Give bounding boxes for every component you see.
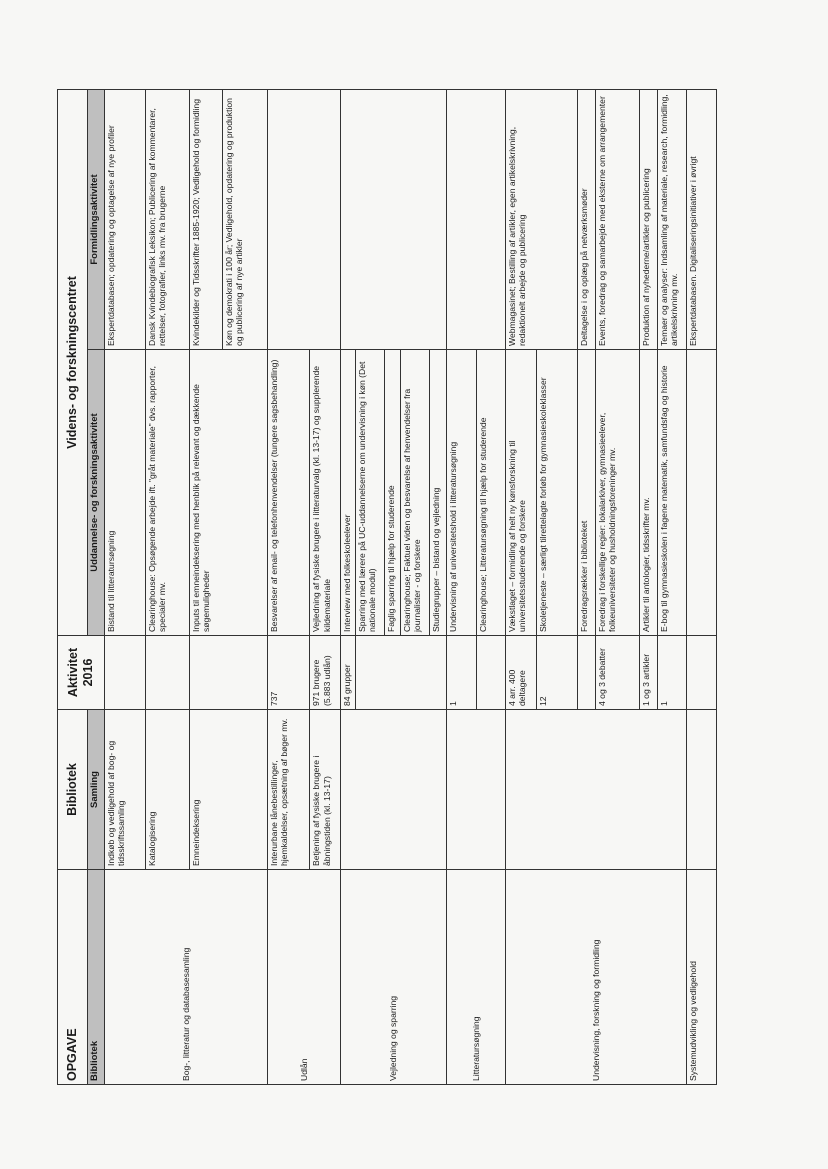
header-opgave: OPGAVE — [58, 870, 88, 1085]
uddannelse-cell: Faglig sparring til hjælp for studerende — [385, 350, 401, 636]
aktivitet-cell: 84 grupper — [340, 636, 356, 710]
uddannelse-cell: Artikler til antologier, tidsskrifter mv. — [639, 350, 657, 636]
table-row — [104, 90, 145, 1085]
table-row — [340, 90, 356, 1085]
uddannelse-cell — [686, 350, 716, 636]
aktivitet-cell: 1 — [446, 636, 476, 710]
samling-cell — [505, 710, 686, 870]
aktivitet-cell — [189, 636, 267, 710]
uddannelse-cell: Foredrag i forskellige regier: lokalarkiver, gymnasieelever, folkeuniversiteter og husholdningsforeninger mv. — [596, 350, 640, 636]
aktivitet-cell — [146, 636, 190, 710]
opgave-systemudvikling: Systemudvikling og vedligehold — [686, 870, 716, 1085]
uddannelse-cell: Studiegrupper – bistand og vejledning — [429, 350, 446, 636]
samling-cell: Katalogisering — [146, 710, 190, 870]
aktivitet-cell — [356, 636, 446, 710]
uddannelse-cell: E-bog til gymnasieskolen i fagene matematik, samfundsfag og historie — [657, 350, 686, 636]
aktivitet-cell — [104, 636, 145, 710]
samling-cell — [340, 710, 446, 870]
header-row — [58, 90, 88, 1085]
formidling-cell — [267, 90, 340, 350]
formidling-cell: Webmagasinet; Bestilling af artikler, egen artikelskrivning, redaktionelt arbejde og publicering — [505, 90, 578, 350]
samling-cell — [686, 710, 716, 870]
opgave-udlaan: Udlån — [267, 870, 340, 1085]
aktivitet-cell: 12 — [537, 636, 578, 710]
aktivitet-cell: 971 brugere (5.883 udlån) — [310, 636, 340, 710]
formidling-cell: Køn og demokrati i 100 år; Vedligehold, opdatering og produktion og publicering af nye artikler — [223, 90, 268, 350]
uddannelse-cell: Sparring med lærere på UC-uddannelserne om undervisning i køn (Det nationale modul) — [356, 350, 385, 636]
table-row — [267, 90, 309, 1085]
samling-cell: Indkøb og vedligehold af bog- og tidsskriftssamling — [104, 710, 145, 870]
aktivitet-cell: 1 — [657, 636, 686, 710]
opgave-litteratursoegning: Litteratursøgning — [446, 870, 505, 1085]
aktivitet-cell: 4 og 3 debatter — [596, 636, 640, 710]
samling-cell — [446, 710, 505, 870]
uddannelse-cell: Clearinghouse; Faktuel viden og besvarelse af henvendelser fra journalister - og forskere — [400, 350, 429, 636]
uddannelse-cell: Clearinghouse; Litteratursøgning til hjælp for studerende — [476, 350, 505, 636]
formidling-cell: Kvindekilder og Tidsskrifter 1885-1920; Vedligehold og formidling — [189, 90, 223, 350]
subheader-row — [88, 90, 105, 1085]
formidling-cell — [340, 90, 446, 350]
header-bibliotek: Bibliotek — [58, 710, 88, 870]
aktivitet-cell — [578, 636, 596, 710]
formidling-cell: Produktion af nyhederne/artikler og publicering — [639, 90, 657, 350]
uddannelse-cell: Inputs til emneindeksering med henblik på relevant og dækkende søgemuligheder — [189, 350, 267, 636]
formidling-cell: Deltagelse i og oplæg på netværksmøder — [578, 90, 596, 350]
uddannelse-cell: Skoletjeneste – særligt tilrettelagte forløb for gymnasieskoleklasser — [537, 350, 578, 636]
formidling-cell: Ekspertdatabasen. Digitaliseringsinitiativer i øvrigt — [686, 90, 716, 350]
opgave-undervisning: Undervisning, forskning og formidling — [505, 870, 686, 1085]
header-videns: Videns- og forskningscentret — [58, 90, 88, 636]
uddannelse-cell: Foredragsrækker i biblioteket — [578, 350, 596, 636]
table-row — [446, 90, 476, 1085]
table-row — [505, 90, 536, 1085]
formidling-cell: Dansk Kvindebiografisk Leksikon; Publicering af kommentarer, rettelser, fotografier, links mv. fra brugerne — [146, 90, 190, 350]
subheader-bibliotek: Bibliotek — [88, 870, 105, 1085]
samling-cell: Emneindeksering — [189, 710, 267, 870]
aktivitet-cell — [686, 636, 716, 710]
formidling-cell: Temaer og analyser: Indsamling af materiale, research, formidling, artikelskrivning mv. — [657, 90, 686, 350]
formidling-cell: Events, foredrag og samarbejde med eksterne om arrangementer — [596, 90, 640, 350]
uddannelse-cell: Vejledning af fysiske brugere i litteraturvalg (kl. 13-17) og supplerende kildemateriale — [310, 350, 340, 636]
table-row — [686, 90, 716, 1085]
uddannelse-cell: Vækstlaget – formidling af helt ny kønsforskning til universitetsstuderende og forskere — [505, 350, 536, 636]
rotated-table-wrapper — [57, 90, 717, 1085]
uddannelse-cell: Interview med folkeskoleelever — [340, 350, 356, 636]
subheader-samling: Samling — [88, 710, 105, 870]
formidling-cell — [446, 90, 505, 350]
subheader-formidling: Formidlingsaktivitet — [88, 90, 105, 350]
opgave-vejledning: Vejledning og sparring — [340, 870, 446, 1085]
uddannelse-cell: Clearinghouse: Opsøgende arbejde ift. "gråt materiale" dvs. rapporter, specialer mv. — [146, 350, 190, 636]
uddannelse-cell: Besvarelser af email- og telefonhenvendelser (tungere sagsbehandling) — [267, 350, 309, 636]
opgave-bog: Bog-, litteratur og databasesamling — [104, 870, 267, 1085]
samling-cell: Interurbane lånebestillinger, hjemkaldelser, opsætning af bøger mv. — [267, 710, 309, 870]
uddannelse-cell: Undervisning af universitetshold i litteratursøgning — [446, 350, 476, 636]
formidling-cell: Ekspertdatabasen; opdatering og optagelse af nye profiler — [104, 90, 145, 350]
aktivitet-cell — [476, 636, 505, 710]
aktivitet-cell: 1 og 3 artikler — [639, 636, 657, 710]
subheader-uddannelse: Uddannelse- og forskningsaktivitet — [88, 350, 105, 636]
header-aktivitet: Aktivitet 2016 — [58, 636, 105, 710]
aktivitet-cell: 4 arr. 400 deltagere — [505, 636, 536, 710]
aktivitet-cell: 737 — [267, 636, 309, 710]
uddannelse-cell: Bistand til litteratursøgning — [104, 350, 145, 636]
samling-cell: Betjening af fysiske brugere i åbningstiden (kl. 13-17) — [310, 710, 340, 870]
task-table — [57, 89, 717, 1085]
